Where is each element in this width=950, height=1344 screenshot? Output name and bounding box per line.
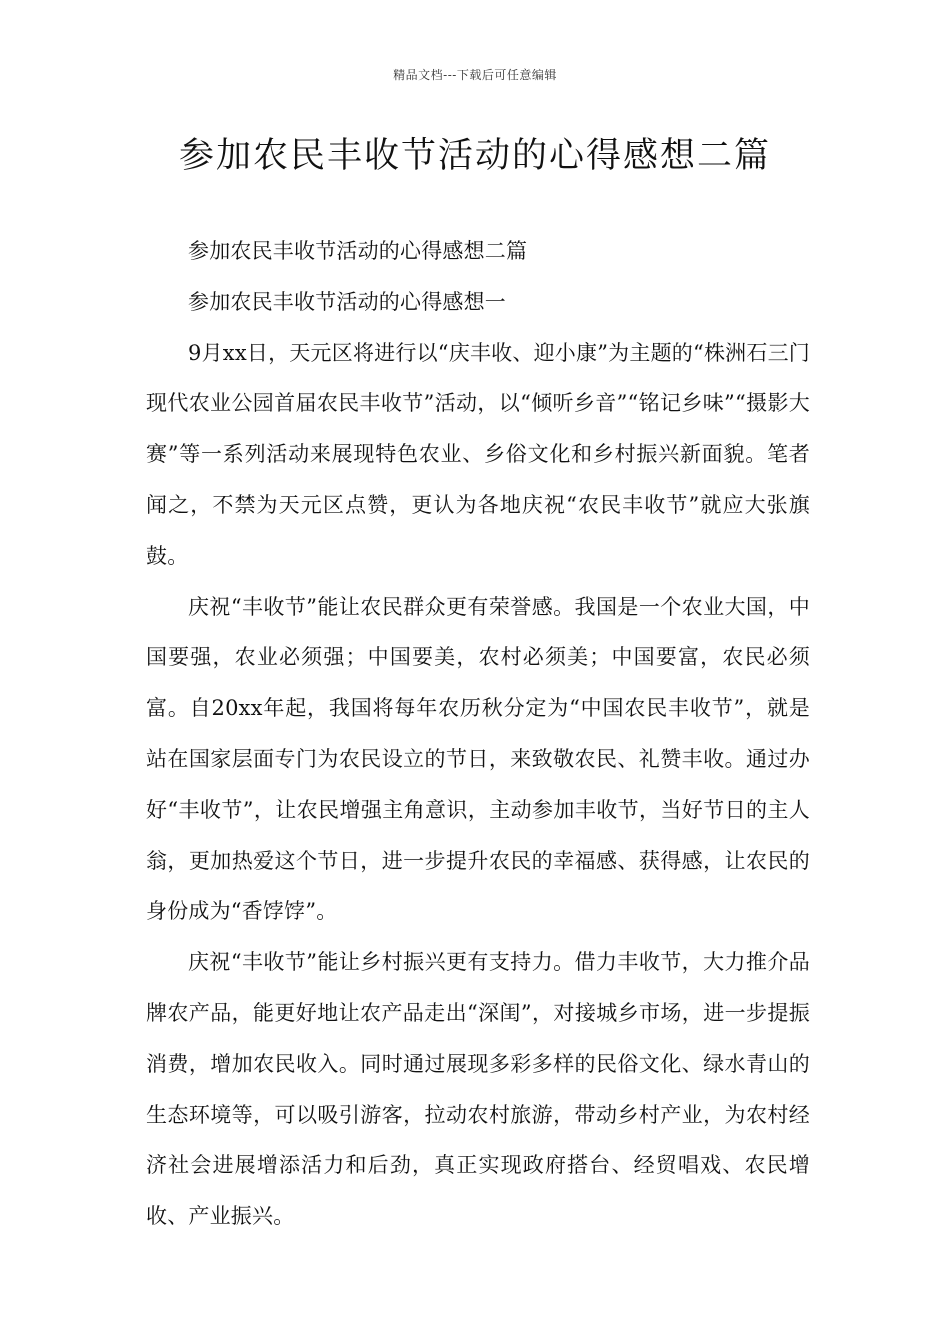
paragraph-intro: 9月xx日，天元区将进行以“庆丰收、迎小康”为主题的“株洲石三门现代农业公园首届农民丰收节”活动，以“倾听乡音”“铭记乡味”“摄影大赛”等一系列活动来展现特色农业、乡俗文化和乡村振兴新面貌。笔者闻之，不禁为天元区点赞，更认为各地庆祝“农民丰收节”就应大张旗鼓。 [146, 340, 810, 568]
document-body [146, 226, 810, 1242]
document-title: 参加农民丰收节活动的心得感想二篇 [178, 136, 771, 176]
header-note: 精品文档---下载后可任意编辑 [393, 68, 557, 82]
paragraph-section-heading: 参加农民丰收节活动的心得感想一 [188, 289, 506, 314]
paragraph-support: 庆祝“丰收节”能让乡村振兴更有支持力。借力丰收节，大力推介品牌农产品，能更好地让农产品走出“深闺”，对接城乡市场，进一步提振消费，增加农民收入。同时通过展现多彩多样的民俗文化、绿水青山的生态环境等，可以吸引游客，拉动农村旅游，带动乡村产业，为农村经济社会进展增添活力和后劲，真正实现政府搭台、经贸唱戏、农民增收、产业振兴。 [146, 950, 810, 1229]
paragraph-subtitle: 参加农民丰收节活动的心得感想二篇 [188, 239, 528, 263]
paragraph-honor: 庆祝“丰收节”能让农民群众更有荣誉感。我国是一个农业大国，中国要强，农业必须强；中国要美，农村必须美；中国要富，农民必须富。自20xx年起，我国将每年农历秋分定为“中国农民丰收节”，就是站在国家层面专门为农民设立的节日，来致敬农民、礼赞丰收。通过办好“丰收节”，让农民增强主角意识，主动参加丰收节，当好节日的主人翁，更加热爱这个节日，进一步提升农民的幸福感、获得感，让农民的身份成为“香饽饽”。 [146, 594, 810, 924]
